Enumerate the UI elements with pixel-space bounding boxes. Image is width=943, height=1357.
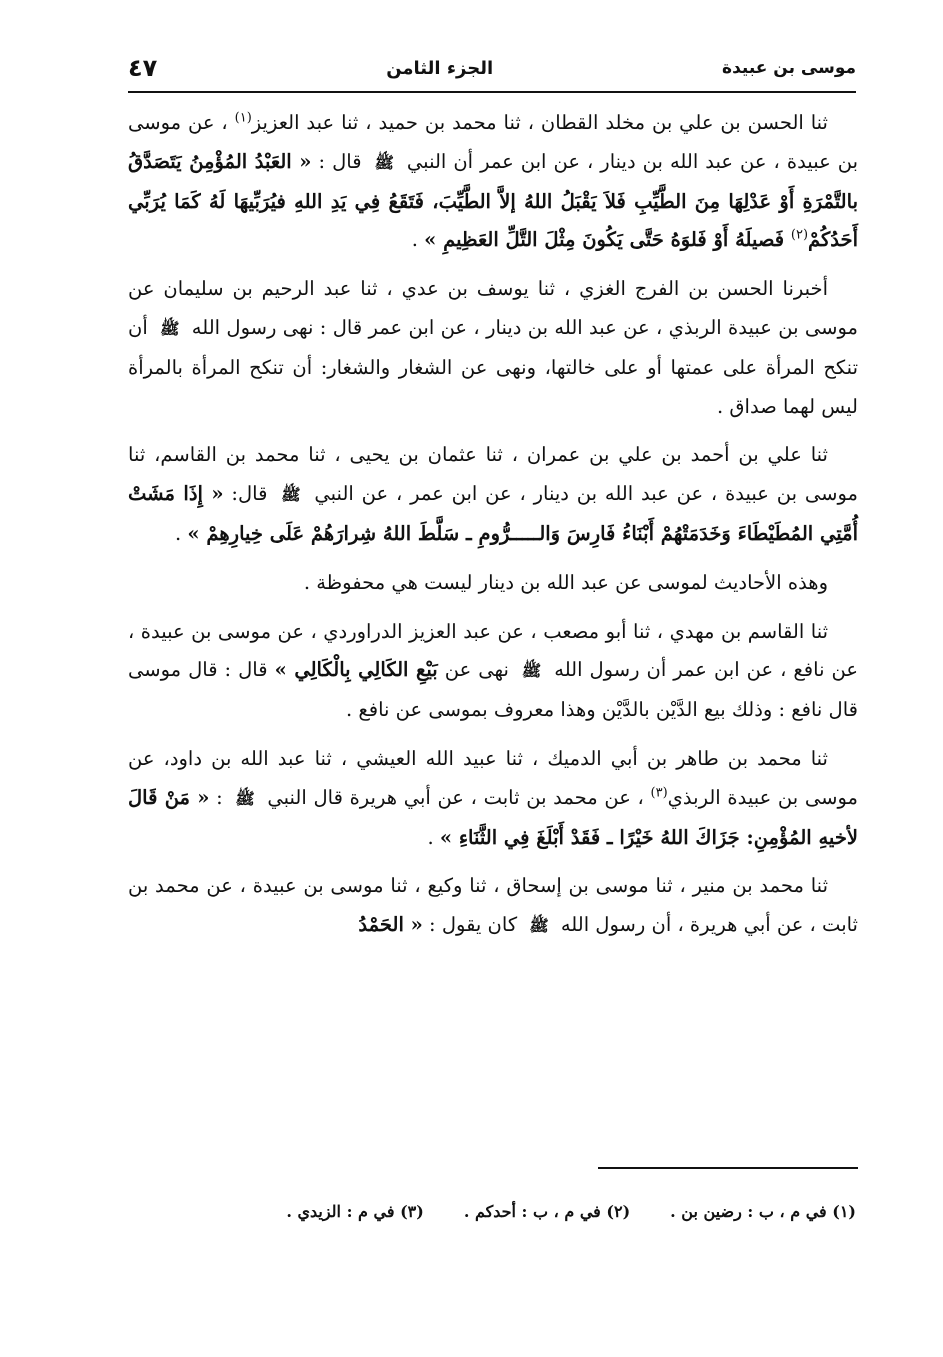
- narration-text: ، عن موسى بن عبيدة ، عن عبد الله بن دينار ، عن ابن عمر أن النبي: [128, 111, 858, 173]
- paragraph-6: [128, 740, 858, 857]
- footnote-reference: (٣): [650, 785, 668, 801]
- narration-text: نهى عن: [437, 658, 516, 682]
- hadith-text: « مَنْ قَالَ لأخيهِ المُؤْمِنِ: جَزَاكَ اللهُ خَيْرًا ـ فَقَدْ أَبْلَغَ فِي الثَّنَاءِ »: [128, 785, 858, 849]
- narration-text: ثنا الحسن بن علي بن مخلد القطان ، ثنا محمد بن حميد ، ثنا عبد العزيز: [251, 111, 828, 134]
- honorific-glyph: ﷺ: [529, 916, 549, 936]
- honorific-glyph: ﷺ: [281, 485, 301, 505]
- narration-text: قال : قال موسى قال نافع : وذلك بيع الدَّيْن بالدَّيْن وهذا معروف بموسى عن نافع .: [128, 658, 858, 722]
- narration-text: .: [427, 825, 440, 849]
- main-text: [128, 104, 858, 946]
- honorific-glyph: ﷺ: [235, 788, 255, 808]
- footnote-reference: (١): [234, 110, 252, 126]
- narration-text: ثنا علي بن أحمد بن علي بن عمران ، ثنا عثمان بن يحيى ، ثنا محمد بن القاسم، ثنا موسى بن عبيدة ، عن عبد الله بن دينار ، عن ابن عمر ، عن النبي: [128, 443, 858, 506]
- narration-text: ثنا محمد بن طاهر بن أبي الدميك ، ثنا عبيد الله العيشي ، ثنا عبد الله بن داود، عن موسى بن عبيدة الربذي: [128, 746, 858, 809]
- honorific-glyph: ﷺ: [374, 152, 394, 172]
- narration-text: أن تنكح المرأة على عمتها أو على خالتها، ونهى عن الشغار والشغار: أن تنكح المرأة بالمرأة ليس لهما صداق .: [128, 315, 858, 418]
- narration-text: :: [209, 785, 230, 809]
- paragraph-7: [128, 867, 858, 946]
- part-title: الجزء الثامن: [386, 57, 494, 79]
- running-title: موسى بن عبيدة: [722, 58, 856, 78]
- paragraph-3: [128, 436, 858, 553]
- footnote-rule: [598, 1167, 858, 1169]
- narration-text: قال:: [223, 482, 276, 506]
- narration-text: ، عن محمد بن ثابت ، عن أبي هريرة قال النبي: [260, 785, 651, 809]
- hadith-text: « العَبْدُ المُؤْمِنُ يَتَصَدَّقُ بالتَّمْرَةِ أَوْ عَدْلِهَا مِنَ الطَّيِّبِ فَلاَ يَقْبَلُ اللهُ إلاَّ الطَّيِّبَ، فَتَقَعُ فِي يَدِ اللهِ فيُرَبِّيهَا لَهُ كَمَا يُرَبِّي أَحَدُكُمْ: [128, 149, 858, 252]
- page-number: ٤٧: [128, 54, 158, 82]
- narration-text: ثنا محمد بن منير ، ثنا موسى بن إسحاق ، ثنا وكيع ، ثنا موسى بن عبيدة ، عن محمد بن ثابت ، عن أبي هريرة ، أن رسول الله: [128, 874, 858, 937]
- narration-text: وهذه الأحاديث لموسى عن عبد الله بن دينار ليست هي محفوظة .: [303, 570, 828, 594]
- footnote-1: (١) في م ، ب : رضين بن .: [670, 1202, 856, 1221]
- header-rule: [128, 91, 856, 93]
- paragraph-1: [128, 104, 858, 260]
- footnote-2: (٢) في م ، ب : أحدكم .: [463, 1202, 631, 1221]
- narration-text: قال :: [311, 149, 369, 173]
- footnote-reference: (٢): [790, 227, 809, 243]
- narration-text: ثنا القاسم بن مهدي ، ثنا أبو مصعب ، عن عبد العزيز الدراوردي ، عن موسى بن عبيدة ، عن نافع ، عن ابن عمر أن رسول الله: [128, 619, 858, 682]
- paragraph-2: [128, 270, 858, 426]
- paragraph-4: [128, 564, 858, 603]
- paragraph-5: [128, 613, 858, 730]
- honorific-glyph: ﷺ: [160, 318, 180, 338]
- hadith-text: فَصيلَهُ أَوْ فَلوَهُ حَتَّى يَكُونَ مِثْلَ التَّلِّ العَظِيمِ »: [424, 228, 791, 252]
- hadith-text: « إِذَا مَشَتْ أُمَّتِي المُطَيْطَاءَ وَخَدَمَتْهُمْ أَبْنَاءُ فَارِسَ وَالـــــرُّومِ ـ سَلَّطَ اللهُ شِرارَهُمْ عَلَى خِيارِهِمْ »: [128, 482, 858, 545]
- narration-text: أخبرنا الحسن بن الفرج الغزي ، ثنا يوسف بن عدي ، ثنا عبد الرحيم بن سليمان عن موسى بن عبيدة الربذي ، عن عبد الله بن دينار ، عن ابن عمر قال : نهى رسول الله: [128, 277, 859, 339]
- hadith-text: بَيْعِ الكَالِي بِالْكَالِي »: [274, 658, 438, 682]
- honorific-glyph: ﷺ: [521, 661, 542, 681]
- narration-text: كان يقول :: [422, 913, 524, 937]
- narration-text: .: [175, 521, 188, 545]
- footnotes: [128, 1198, 856, 1226]
- narration-text: .: [411, 228, 425, 252]
- footnote-3: (٣) في م : الزيدي .: [286, 1202, 424, 1221]
- hadith-text: « الحَمْدُ: [358, 913, 423, 937]
- page-header: [128, 46, 856, 90]
